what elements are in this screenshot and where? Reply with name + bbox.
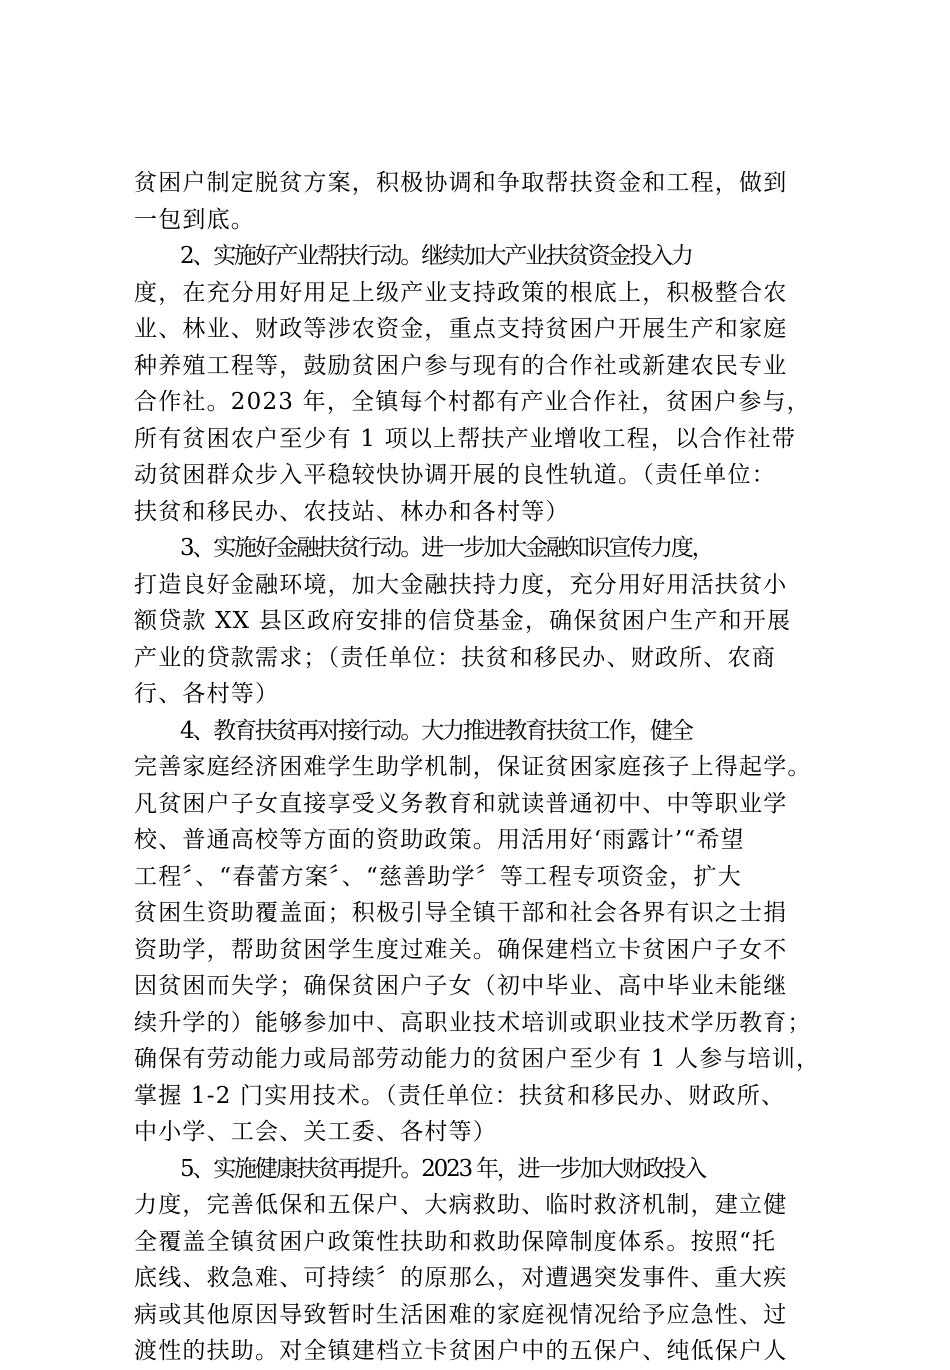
text-line: 贫困生资助覆盖面；积极引导全镇干部和社会各界有识之士捐	[134, 900, 788, 926]
text-line: 行、各村等）	[134, 681, 280, 707]
text-line: 种养殖工程等，鼓励贫困户参与现有的合作社或新建农民专业	[134, 352, 788, 379]
text-line: 工程〞、“春蕾方案〞、“慈善助学〞等工程专项资金，扩大	[134, 863, 742, 890]
text-line: 病或其他原因导致暂时生活困难的家庭视情况给予应急性、过	[134, 1301, 788, 1328]
text-line: 中小学、工会、关工委、各村等）	[134, 1119, 497, 1145]
text-line: 资助学，帮助贫困学生度过难关。确保建档立卡贫困户子女不	[134, 936, 788, 963]
text-line: 确保有劳动能力或局部劳动能力的贫困户至少有 1 人参与培训，	[134, 1046, 821, 1072]
document-body	[134, 165, 824, 1370]
paragraph-first-line: 4、教育扶贫再对接行动。大力推进教育扶贫工作，健全	[180, 717, 692, 744]
text-line: 额贷款 XX 县区政府安排的信贷基金，确保贫困户生产和开展	[134, 608, 792, 634]
text-line: 校、普通高校等方面的资助政策。用活用好‘雨露计’“希望	[134, 827, 745, 853]
text-line: 业、林业、财政等涉农资金，重点支持贫困户开展生产和家庭	[134, 316, 788, 342]
text-line: 力度，完善低保和五保户、大病救助、临时救济机制，建立健	[134, 1192, 788, 1218]
text-line: 一包到底。	[134, 206, 255, 233]
text-line: 所有贫困农户至少有 1 项以上帮扶产业增收工程，以合作社带	[134, 425, 797, 452]
text-line: 续升学的）能够参加中、高职业技术培训或职业技术学历教育；	[134, 1009, 812, 1036]
text-line: 全覆盖全镇贫困户政策性扶助和救助保障制度体系。按照“托	[134, 1228, 777, 1255]
text-line: 合作社。2023 年，全镇每个村都有产业合作社，贫困户参与，	[134, 389, 811, 415]
text-line: 因贫困而失学；确保贫困户子女（初中毕业、高中毕业未能继	[134, 973, 788, 999]
text-line: 度，在充分用好用足上级产业支持政策的根底上，积极整合农	[134, 279, 788, 306]
text-line: 完善家庭经济困难学生助学机制，保证贫困家庭孩子上得起学。	[134, 754, 812, 780]
text-line: 扶贫和移民办、农技站、林办和各村等）	[134, 498, 570, 525]
text-line: 产业的贷款需求；（责任单位：扶贫和移民办、财政所、农商	[134, 644, 776, 671]
text-line: 动贫困群众步入平稳较快协调开展的良性轨道。（责任单位：	[134, 462, 776, 488]
text-line: 打造良好金融环境，加大金融扶持力度，充分用好用活扶贫小	[134, 571, 788, 598]
text-line: 贫困户制定脱贫方案，积极协调和争取帮扶资金和工程，做到	[134, 170, 788, 196]
text-line: 掌握 1-2 门实用技术。（责任单位：扶贫和移民办、财政所、	[134, 1082, 786, 1109]
text-line: 凡贫困户子女直接享受义务教育和就读普通初中、中等职业学	[134, 790, 788, 817]
text-line: 底线、救急难、可持续〞的原那么，对遭遇突发事件、重大疾	[134, 1265, 788, 1291]
paragraph-first-line: 5、实施健康扶贫再提升。2023 年，进一步加大财政投入	[180, 1155, 705, 1182]
paragraph-first-line: 3、实施好金融扶贫行动。进一步加大金融知识宣传力度，	[180, 535, 713, 561]
text-line: 渡性的扶助。对全镇建档立卡贫困户中的五保户、纯低保户人	[134, 1338, 788, 1364]
paragraph-first-line: 2、实施好产业帮扶行动。继续加大产业扶贫资金投入力	[180, 243, 692, 269]
